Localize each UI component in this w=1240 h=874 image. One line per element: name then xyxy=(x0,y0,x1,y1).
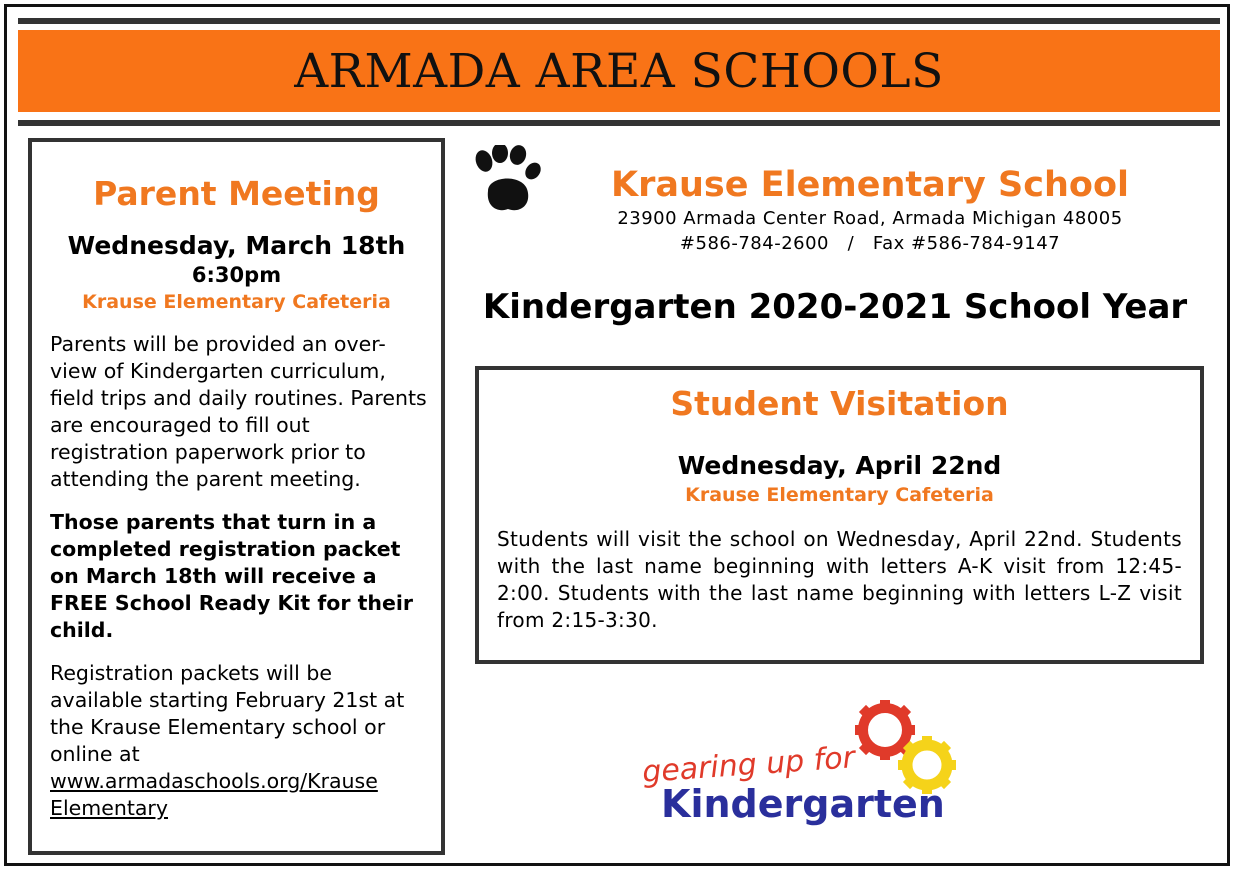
banner-bottom-rule xyxy=(18,120,1220,126)
school-address: 23900 Armada Center Road, Armada Michigan 48005 xyxy=(617,208,1123,229)
header-banner xyxy=(18,30,1220,112)
parent-meeting-overview: Parents will be provided an over-view of Kindergarten curriculum, field trips and daily routines. Parents are encouraged to fill out registration paperwork prior to attending the parent meeting. xyxy=(50,332,427,491)
registration-link[interactable]: www.armadaschools.org/Krause Elementary xyxy=(50,769,378,820)
parent-meeting-box xyxy=(28,138,445,855)
banner-title: ARMADA AREA SCHOOLS xyxy=(294,43,944,99)
registration-availability xyxy=(50,660,427,822)
gearing-up-logo xyxy=(635,700,1025,830)
registration-text: Registration packets will be available starting February 21st at the Krause Elementary school or online at xyxy=(50,661,405,766)
logo-line1: gearing up for xyxy=(641,740,857,790)
visitation-location: Krause Elementary Cafeteria xyxy=(685,484,994,506)
visitation-title: Student Visitation xyxy=(670,384,1009,423)
logo-line2: Kindergarten xyxy=(661,782,945,826)
parent-meeting-time: 6:30pm xyxy=(191,263,282,287)
parent-meeting-location: Krause Elementary Cafeteria xyxy=(82,291,391,313)
top-rule xyxy=(18,18,1220,24)
visitation-details: Students will visit the school on Wednesday, April 22nd. Students with the last name beginning with letters A-K visit from 12:45-2:00. Students with the last name beginning with letters L-Z visit from 2:15-3:30. xyxy=(497,527,1182,632)
student-visitation-box xyxy=(475,366,1204,664)
school-phone: #586-784-2600 / Fax #586-784-9147 xyxy=(679,233,1061,254)
school-ready-kit-note: Those parents that turn in a completed registration packet on March 18th will receive a FREE School Ready Kit for their child. xyxy=(50,510,414,642)
parent-meeting-date: Wednesday, March 18th xyxy=(67,231,406,260)
program-title: Kindergarten 2020-2021 School Year xyxy=(482,287,1188,327)
school-name: Krause Elementary School xyxy=(610,165,1129,205)
visitation-date: Wednesday, April 22nd xyxy=(677,451,1002,480)
school-header xyxy=(470,145,1210,265)
parent-meeting-title: Parent Meeting xyxy=(93,174,380,213)
